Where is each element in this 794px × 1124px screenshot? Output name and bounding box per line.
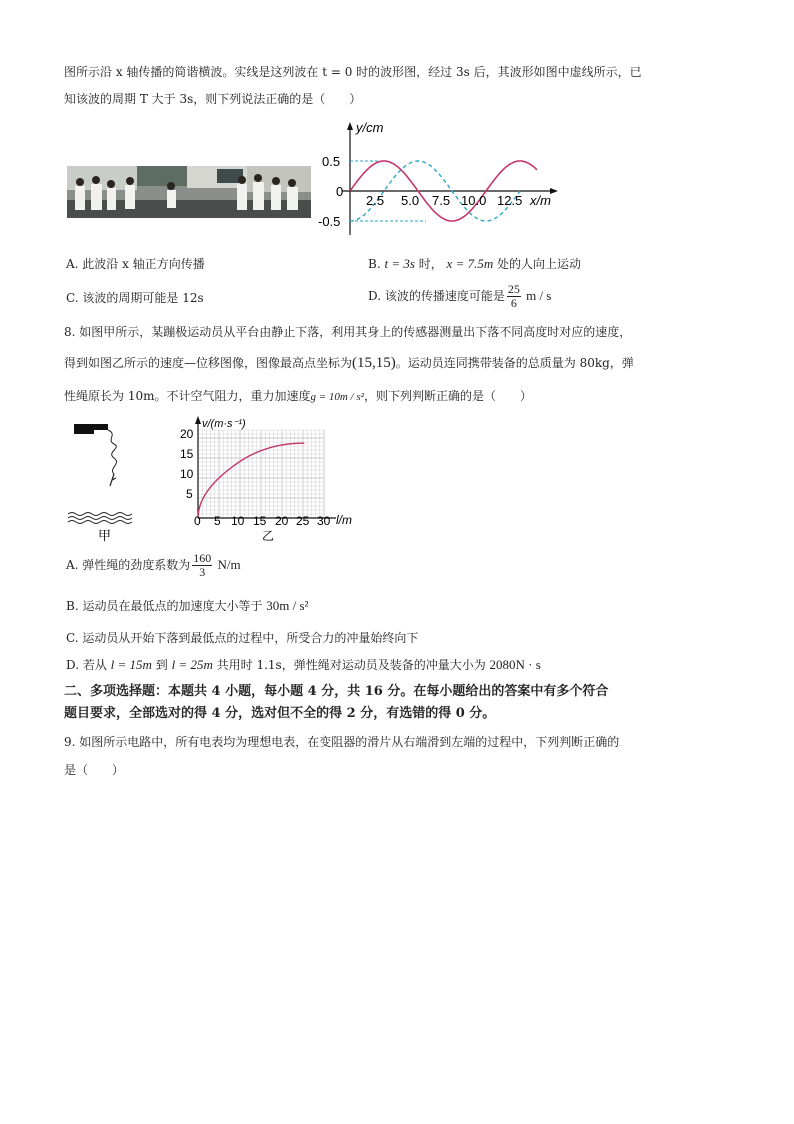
water-waves-icon <box>68 513 132 524</box>
q8-option-a-prefix: A. 弹性绳的劲度系数为 <box>66 558 191 572</box>
l-tick-10: 10 <box>231 514 245 528</box>
y-tick-0: 0 <box>336 184 344 199</box>
q8-line3-suffix: ，则下列判断正确的是（ ） <box>363 389 532 403</box>
q7-option-c: C. 该波的周期可能是 12s <box>66 291 204 305</box>
q7-stem-line1: 图所示沿 x 轴传播的简谐横波。实线是这列波在 t = 0 时的波形图，经过 3s 后，其波形如图中虚线所示，已 <box>64 65 642 79</box>
velocity-curve <box>198 443 304 518</box>
v-tick-10: 10 <box>180 467 194 481</box>
q8-option-d-prefix: D. 若从 <box>66 658 111 672</box>
q8-option-b-value: 30m / s² <box>266 598 309 613</box>
q7-option-b <box>368 256 581 272</box>
section2-heading-line1: 二、多项选择题：本题共 4 小题，每小题 4 分，共 16 分。在每小题给出的答案中有多个符合 <box>64 684 609 699</box>
section2-heading-line2: 题目要求，全部选对的得 4 分，选对但不全的得 2 分，有选错的得 0 分。 <box>64 706 496 721</box>
figure-label-yi: 乙 <box>262 529 275 543</box>
q8-line2-prefix: 得到如图乙所示的速度—位移图像，图像最高点坐标为 <box>64 356 353 370</box>
x-tick-10.0: 10.0 <box>461 193 487 208</box>
q8-peak-coordinate: (15,15) <box>352 355 396 371</box>
q8-stem-line2 <box>64 355 634 371</box>
v-tick-20: 20 <box>180 427 194 441</box>
v-axis-arrow <box>195 416 201 424</box>
q7-option-b-prefix: B. <box>368 257 385 271</box>
v-tick-15: 15 <box>180 447 194 461</box>
q9-stem-line1: 9. 如图所示电路中，所有电表均为理想电表，在变阻器的滑片从右端滑到左端的过程中，下列判断正确的 <box>64 735 620 749</box>
x-tick-12.5: 12.5 <box>497 193 523 208</box>
q8-line3-prefix: 性绳原长为 10m。不计空气阻力，重力加速度 <box>64 389 311 403</box>
l-tick-15: 15 <box>253 514 267 528</box>
q7-option-d-fraction <box>507 283 521 310</box>
wave-graph <box>316 118 566 240</box>
q7-option-b-position: x = 7.5m <box>446 256 494 271</box>
l-tick-20: 20 <box>275 514 289 528</box>
l-tick-0: 0 <box>194 514 201 528</box>
x-tick-5.0: 5.0 <box>401 193 420 208</box>
q8-option-b-prefix: B. 运动员在最低点的加速度大小等于 <box>66 599 267 613</box>
l-tick-5: 5 <box>214 514 221 528</box>
q8-option-a-denominator: 3 <box>199 565 206 579</box>
jumper-icon <box>110 474 116 486</box>
classroom-photo <box>67 166 311 218</box>
q7-option-b-mid: 时， <box>414 257 447 271</box>
q8-option-a-unit: N/m <box>214 557 241 572</box>
q8-option-d-middle: 共用时 1.1s，弹性绳对运动员及装备的冲量大小为 <box>212 658 490 672</box>
l-tick-25: 25 <box>296 514 310 528</box>
platform-icon <box>74 424 108 434</box>
x-tick-2.5: 2.5 <box>366 193 385 208</box>
y-axis-arrow <box>347 122 353 130</box>
q8-gravity: g = 10m / s² <box>310 391 364 403</box>
q8-option-d-impulse: 2080N · s <box>489 657 541 672</box>
q8-option-d-l25: l = 25m <box>171 657 213 672</box>
q9-stem-line2: 是（ ） <box>64 763 125 777</box>
q7-option-a: A. 此波沿 x 轴正方向传播 <box>66 257 205 271</box>
v-tick-5: 5 <box>186 487 193 501</box>
q8-option-a-numerator: 160 <box>193 551 212 565</box>
q8-option-d-l15: l = 15m <box>110 657 152 672</box>
l-tick-30: 30 <box>317 514 331 528</box>
q8-line2-suffix: 。运动员连同携带装备的总质量为 80kg，弹 <box>395 356 634 370</box>
q7-option-b-suffix: 处的人向上运动 <box>493 257 582 271</box>
x-axis-label: x/m <box>530 193 551 208</box>
velocity-displacement-graph <box>176 414 360 544</box>
q7-option-d-denominator: 6 <box>510 296 517 310</box>
q7-stem-line2: 知该波的周期 T 大于 3s，则下列说法正确的是（ ） <box>64 92 362 106</box>
q8-option-d <box>66 657 541 673</box>
v-axis-label: v/(m·s⁻¹) <box>202 418 246 430</box>
q7-option-d-unit: m / s <box>522 288 552 303</box>
q8-option-c: C. 运动员从开始下落到最低点的过程中，所受合力的冲量始终向下 <box>66 631 419 645</box>
l-axis-label: l/m <box>336 513 352 527</box>
q7-option-b-time: t = 3s <box>384 256 415 271</box>
q7-option-d <box>368 282 551 310</box>
elastic-rope <box>108 430 117 474</box>
q8-stem-line3 <box>64 388 532 405</box>
y-tick-neg0.5: -0.5 <box>318 214 341 229</box>
graph-grid <box>198 430 324 518</box>
q8-option-a <box>66 550 241 580</box>
x-tick-7.5: 7.5 <box>432 193 451 208</box>
bungee-figure-jia <box>66 420 156 542</box>
y-tick-0.5: 0.5 <box>322 154 341 169</box>
figure-label-jia: 甲 <box>98 528 112 542</box>
y-axis-label: y/cm <box>356 120 384 135</box>
x-axis-arrow <box>550 188 558 194</box>
q8-option-b <box>66 598 308 614</box>
q8-stem-line1: 8. 如图甲所示，某蹦极运动员从平台由静止下落，利用其身上的传感器测量出下落不同高度时对应的速度， <box>64 325 632 339</box>
q8-option-a-fraction <box>192 552 212 579</box>
q7-option-d-prefix: D. 该波的传播速度可能是 <box>368 289 505 303</box>
q7-option-d-numerator: 25 <box>507 282 520 296</box>
q8-option-d-to: 到 <box>151 658 172 672</box>
